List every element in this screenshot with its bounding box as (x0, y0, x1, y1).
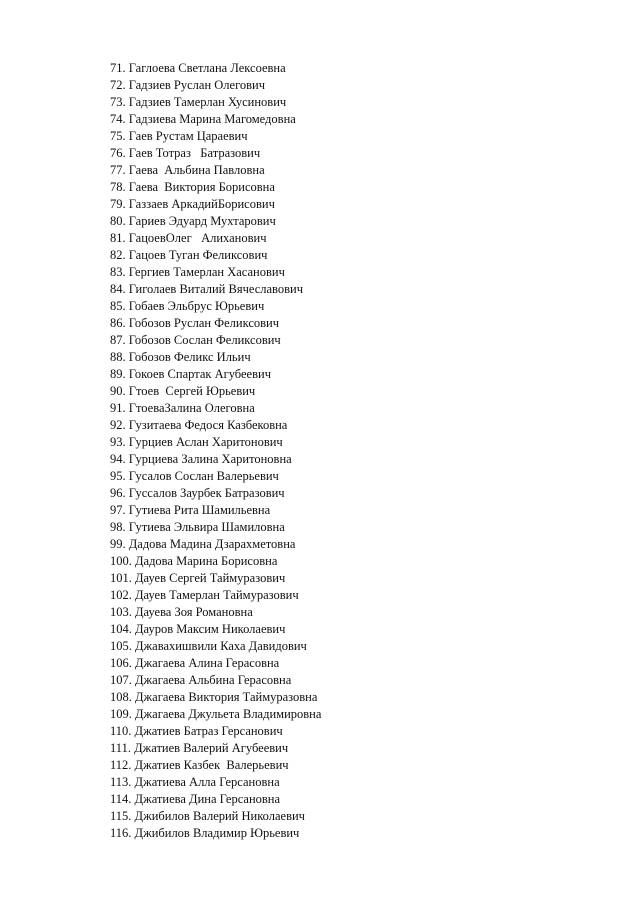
list-item-number: 84. (110, 282, 126, 296)
list-item-number: 87. (110, 333, 126, 347)
list-item (110, 434, 321, 451)
list-item-number: 107. (110, 673, 132, 687)
list-item-number: 73. (110, 95, 126, 109)
list-item (110, 383, 321, 400)
list-item-number: 102. (110, 588, 132, 602)
list-item-number: 109. (110, 707, 132, 721)
list-item-number: 103. (110, 605, 132, 619)
list-item-number: 116. (110, 826, 132, 840)
list-item-name: Джибилов Владимир Юрьевич (134, 826, 300, 840)
list-item-name: Гадзиев Тамерлан Хусинович (128, 95, 287, 109)
list-item-name: Гобозов Сослан Феликсович (128, 333, 281, 347)
list-item (110, 808, 321, 825)
list-item-number: 72. (110, 78, 126, 92)
list-item-name: Гокоев Спартак Агубеевич (128, 367, 271, 381)
list-item-number: 112. (110, 758, 132, 772)
list-item-number: 76. (110, 146, 126, 160)
list-item (110, 366, 321, 383)
list-item-number: 75. (110, 129, 126, 143)
list-item (110, 468, 321, 485)
list-item-number: 94. (110, 452, 126, 466)
list-item (110, 757, 321, 774)
list-item-name: Гадзиева Марина Магомедовна (128, 112, 296, 126)
list-item-number: 96. (110, 486, 126, 500)
list-item (110, 502, 321, 519)
list-item (110, 94, 321, 111)
list-item (110, 791, 321, 808)
list-item-name: Дауров Максим Николаевич (135, 622, 286, 636)
list-item-number: 89. (110, 367, 126, 381)
list-item-number: 114. (110, 792, 132, 806)
list-item (110, 332, 321, 349)
list-item (110, 400, 321, 417)
list-item-number: 81. (110, 231, 126, 245)
list-item-number: 100. (110, 554, 132, 568)
list-item-name: Джатиев Валерий Агубеевич (134, 741, 289, 755)
list-item (110, 553, 321, 570)
list-item-name: Джагаева Алина Герасовна (135, 656, 280, 670)
list-item (110, 689, 321, 706)
list-item (110, 587, 321, 604)
list-item-name: Джатиева Дина Герсановна (134, 792, 281, 806)
list-item (110, 145, 321, 162)
list-item (110, 451, 321, 468)
list-item-name: Гаев Рустам Цараевич (128, 129, 248, 143)
list-item (110, 281, 321, 298)
list-item (110, 315, 321, 332)
list-item-number: 110. (110, 724, 132, 738)
list-item-number: 91. (110, 401, 126, 415)
list-item-name: Гаглоева Светлана Лексоевна (128, 61, 286, 75)
list-item-name: Гтоев Сергей Юрьевич (128, 384, 256, 398)
list-item-name: Газзаев АркадийБорисович (128, 197, 275, 211)
list-item (110, 60, 321, 77)
list-item-name: Гусалов Сослан Валерьевич (128, 469, 279, 483)
list-item-number: 93. (110, 435, 126, 449)
list-item-name: Гадзиев Руслан Олегович (128, 78, 266, 92)
list-item-number: 95. (110, 469, 126, 483)
list-item-number: 104. (110, 622, 132, 636)
list-item-name: Гиголаев Виталий Вячеславович (128, 282, 304, 296)
list-item-number: 108. (110, 690, 132, 704)
list-item (110, 672, 321, 689)
list-item-name: Джавахишвили Каха Давидович (135, 639, 307, 653)
list-item-name: Дауев Сергей Таймуразович (135, 571, 286, 585)
list-item (110, 706, 321, 723)
list-item-number: 98. (110, 520, 126, 534)
list-item-number: 113. (110, 775, 132, 789)
list-item-name: Гобозов Руслан Феликсович (128, 316, 280, 330)
list-item (110, 196, 321, 213)
list-item-number: 99. (110, 537, 126, 551)
list-item-number: 88. (110, 350, 126, 364)
list-item-name: Гаев Тотраз Батразович (128, 146, 261, 160)
list-item-name: Дадова Мадина Дзарахметовна (128, 537, 296, 551)
list-item-number: 77. (110, 163, 126, 177)
list-item-name: Дадова Марина Борисовна (135, 554, 278, 568)
list-item-name: Гобаев Эльбрус Юрьевич (128, 299, 265, 313)
list-item (110, 349, 321, 366)
list-item (110, 570, 321, 587)
list-item-number: 105. (110, 639, 132, 653)
list-item-number: 83. (110, 265, 126, 279)
list-item-name: Джагаева Виктория Таймуразовна (135, 690, 318, 704)
list-item (110, 621, 321, 638)
list-item (110, 485, 321, 502)
list-item (110, 740, 321, 757)
list-item-number: 97. (110, 503, 126, 517)
list-item (110, 162, 321, 179)
list-item-name: Гацоев Туган Феликсович (128, 248, 268, 262)
list-item (110, 298, 321, 315)
list-item-name: Гутиева Эльвира Шамиловна (128, 520, 285, 534)
list-item-number: 80. (110, 214, 126, 228)
list-item-number: 92. (110, 418, 126, 432)
list-item-number: 90. (110, 384, 126, 398)
list-item (110, 77, 321, 94)
list-item-name: Гурциева Залина Харитоновна (128, 452, 292, 466)
list-item-number: 78. (110, 180, 126, 194)
list-item-name: Джагаева Альбина Герасовна (135, 673, 292, 687)
list-item (110, 774, 321, 791)
list-item-name: Джатиев Казбек Валерьевич (134, 758, 289, 772)
list-item-name: Джибилов Валерий Николаевич (134, 809, 305, 823)
list-item-number: 85. (110, 299, 126, 313)
list-item-number: 82. (110, 248, 126, 262)
list-item (110, 417, 321, 434)
list-item-number: 86. (110, 316, 126, 330)
list-item (110, 723, 321, 740)
list-item-name: Дауева Зоя Романовна (135, 605, 253, 619)
list-item (110, 213, 321, 230)
list-item-name: Джагаева Джульета Владимировна (135, 707, 322, 721)
list-item-number: 74. (110, 112, 126, 126)
list-item-name: Дауев Тамерлан Таймуразович (135, 588, 299, 602)
list-item-name: Гариев Эдуард Мухтарович (128, 214, 276, 228)
list-item (110, 247, 321, 264)
list-item-name: Джатиев Батраз Герсанович (134, 724, 283, 738)
list-item-number: 101. (110, 571, 132, 585)
list-item-number: 111. (110, 741, 131, 755)
list-item (110, 638, 321, 655)
list-item-name: Джатиева Алла Герсановна (134, 775, 280, 789)
list-item (110, 536, 321, 553)
list-item (110, 604, 321, 621)
list-item (110, 128, 321, 145)
list-item-number: 106. (110, 656, 132, 670)
name-list (110, 60, 321, 842)
list-item (110, 230, 321, 247)
list-item-name: ГтоеваЗалина Олеговна (128, 401, 255, 415)
list-item-name: Гобозов Феликс Ильич (128, 350, 251, 364)
list-item-name: Гергиев Тамерлан Хасанович (128, 265, 285, 279)
list-item (110, 825, 321, 842)
list-item (110, 519, 321, 536)
list-item (110, 264, 321, 281)
list-item-name: Гурциев Аслан Харитонович (128, 435, 283, 449)
list-item-name: Гузитаева Федося Казбековна (128, 418, 288, 432)
list-item-name: Гутиева Рита Шамильевна (128, 503, 271, 517)
list-item (110, 179, 321, 196)
list-item-name: Гаева Альбина Павловна (128, 163, 265, 177)
list-item-number: 71. (110, 61, 126, 75)
list-item-name: ГацоевОлег Алиханович (128, 231, 267, 245)
list-item-name: Гаева Виктория Борисовна (128, 180, 275, 194)
list-item (110, 111, 321, 128)
list-item-number: 115. (110, 809, 132, 823)
list-item-number: 79. (110, 197, 126, 211)
list-item-name: Гуссалов Заурбек Батразович (128, 486, 285, 500)
list-item (110, 655, 321, 672)
